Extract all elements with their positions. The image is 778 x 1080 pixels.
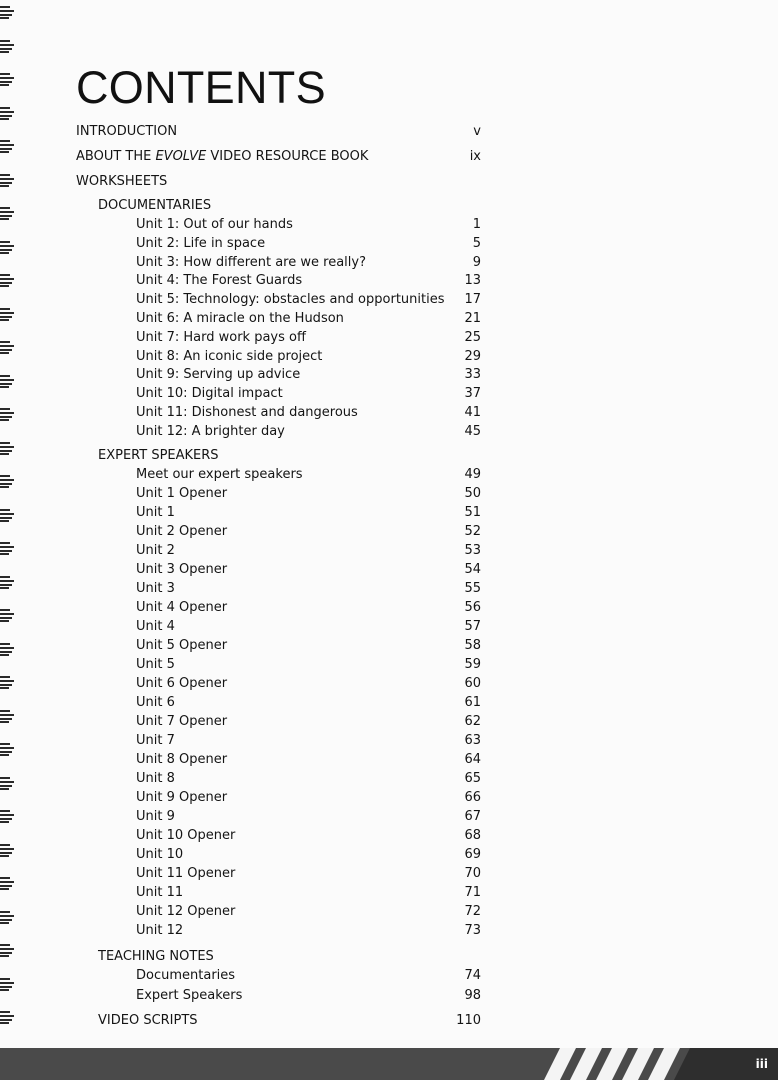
toc-entry-page: 33 bbox=[464, 367, 481, 383]
binding-coil bbox=[0, 842, 16, 858]
toc-entry-page: 17 bbox=[464, 292, 481, 308]
footer-band bbox=[0, 1048, 778, 1080]
binding-coil bbox=[0, 1009, 16, 1025]
toc-entry-page: 65 bbox=[464, 771, 481, 786]
toc-entry-page: 49 bbox=[464, 467, 481, 482]
toc-entry-label: Unit 10 Opener bbox=[136, 828, 236, 843]
toc-entry-page: ix bbox=[469, 149, 481, 164]
toc-heading-label: DOCUMENTARIES bbox=[98, 198, 212, 213]
toc-entry-page: 110 bbox=[456, 1013, 481, 1028]
toc-entry-label: Unit 6: A miracle on the Hudson bbox=[136, 311, 344, 326]
binding-coil bbox=[0, 674, 16, 690]
toc-entry-page: 62 bbox=[464, 714, 481, 729]
binding-coil bbox=[0, 708, 16, 724]
toc-entry-page: 41 bbox=[464, 405, 481, 420]
toc-entry-page: 69 bbox=[464, 847, 481, 862]
toc-entry-page: 51 bbox=[464, 505, 481, 520]
toc-entry-label: Unit 1: Out of our hands bbox=[136, 217, 293, 232]
toc-entry-label: ABOUT THE EVOLVE VIDEO RESOURCE BOOK bbox=[76, 149, 369, 164]
binding-coil bbox=[0, 38, 16, 54]
toc-entry-label: Unit 7 Opener bbox=[136, 714, 228, 729]
toc-entry-page: v bbox=[473, 124, 481, 139]
page-number: iii bbox=[755, 1057, 768, 1071]
toc-entry-page: 1 bbox=[472, 217, 481, 232]
toc-entry-label: Unit 3 Opener bbox=[136, 562, 228, 577]
toc-entry-label: Unit 5 Opener bbox=[136, 638, 228, 653]
toc-entry-label: Unit 8: An iconic side project bbox=[136, 348, 323, 364]
toc-heading-label: TEACHING NOTES bbox=[98, 949, 214, 964]
binding-coil bbox=[0, 205, 16, 221]
toc-entry-label: Unit 2 Opener bbox=[136, 524, 228, 539]
binding-coil bbox=[0, 272, 16, 288]
binding-coil bbox=[0, 373, 16, 389]
toc-entry-page: 59 bbox=[464, 657, 481, 672]
toc-entry-label: Unit 7: Hard work pays off bbox=[136, 329, 306, 345]
toc-entry-page: 9 bbox=[472, 254, 481, 270]
binding-coil bbox=[0, 239, 16, 255]
toc-entry-page: 21 bbox=[464, 311, 481, 326]
toc-entry-page: 73 bbox=[464, 923, 481, 938]
toc-entry-label: Unit 5: Technology: obstacles and opportunities bbox=[136, 292, 445, 308]
binding-coil bbox=[0, 105, 16, 121]
toc-entry-label: Expert Speakers bbox=[136, 987, 243, 1003]
binding-coil bbox=[0, 775, 16, 791]
toc-entry-page: 63 bbox=[464, 733, 481, 748]
toc-entry-label: Unit 11 bbox=[136, 885, 184, 900]
toc-entry-label: Documentaries bbox=[136, 968, 236, 983]
toc-entry-label: Meet our expert speakers bbox=[136, 467, 303, 482]
toc-entry-label: Unit 5 bbox=[136, 657, 175, 672]
toc-entry-label: Unit 10 bbox=[136, 847, 184, 862]
toc-entry-page: 66 bbox=[464, 790, 481, 805]
toc-entry-label: Unit 3 bbox=[136, 581, 175, 596]
binding-coil bbox=[0, 641, 16, 657]
toc-entry-page: 57 bbox=[464, 619, 481, 634]
binding-coil bbox=[0, 574, 16, 590]
toc-entry-page: 71 bbox=[464, 885, 481, 900]
toc-entry-page: 50 bbox=[464, 486, 481, 501]
binding-coil bbox=[0, 71, 16, 87]
toc-entry-label: Unit 12 Opener bbox=[136, 904, 236, 919]
toc-entry-page: 55 bbox=[464, 581, 481, 596]
toc-entry-label: Unit 7 bbox=[136, 733, 175, 748]
toc-entry-label: Unit 3: How different are we really? bbox=[136, 254, 366, 270]
toc-entry-label: Unit 1 Opener bbox=[136, 486, 228, 501]
toc-entry-label: Unit 12 bbox=[136, 923, 184, 938]
toc-entry-page: 58 bbox=[464, 638, 481, 653]
toc-entry-label: Unit 10: Digital impact bbox=[136, 386, 283, 402]
toc-entry-page: 45 bbox=[464, 423, 481, 439]
spiral-binding bbox=[0, 0, 18, 1048]
toc-entry-label: Unit 4 Opener bbox=[136, 600, 228, 615]
toc-entry-label: Unit 11: Dishonest and dangerous bbox=[136, 405, 358, 420]
binding-coil bbox=[0, 306, 16, 322]
toc-entry-label: Unit 8 Opener bbox=[136, 752, 228, 767]
binding-coil bbox=[0, 808, 16, 824]
toc-entry-label: Unit 11 Opener bbox=[136, 866, 236, 881]
toc-entry-page: 37 bbox=[464, 386, 481, 402]
binding-coil bbox=[0, 942, 16, 958]
binding-coil bbox=[0, 875, 16, 891]
binding-coil bbox=[0, 741, 16, 757]
toc-heading-label: EXPERT SPEAKERS bbox=[98, 448, 219, 463]
binding-coil bbox=[0, 976, 16, 992]
toc-entry-page: 13 bbox=[464, 273, 481, 289]
page-title: CONTENTS bbox=[76, 62, 326, 113]
toc-entry-page: 54 bbox=[464, 562, 481, 577]
binding-coil bbox=[0, 172, 16, 188]
toc-entry-page: 53 bbox=[464, 543, 481, 558]
footer-stripes-decoration bbox=[0, 1048, 778, 1080]
binding-coil bbox=[0, 473, 16, 489]
toc-entry-page: 67 bbox=[464, 809, 481, 824]
toc-entry-label: Unit 4: The Forest Guards bbox=[136, 273, 303, 289]
toc-entry-label: VIDEO SCRIPTS bbox=[98, 1013, 198, 1028]
toc-heading-label: WORKSHEETS bbox=[76, 174, 168, 189]
binding-coil bbox=[0, 909, 16, 925]
toc-entry-page: 70 bbox=[464, 866, 481, 881]
toc-entry-page: 25 bbox=[464, 329, 481, 345]
toc-entry-label: Unit 6 Opener bbox=[136, 676, 228, 691]
binding-coil bbox=[0, 339, 16, 355]
toc-entry-page: 64 bbox=[464, 752, 481, 767]
toc-entry-page: 29 bbox=[464, 348, 481, 364]
toc-entry-page: 5 bbox=[472, 235, 481, 251]
toc-entry-page: 56 bbox=[464, 600, 481, 615]
toc-entry-label: Unit 2 bbox=[136, 543, 175, 558]
toc-entry-label: Unit 9 Opener bbox=[136, 790, 228, 805]
toc-entry-page: 68 bbox=[464, 828, 481, 843]
toc-entry-page: 52 bbox=[464, 524, 481, 539]
binding-coil bbox=[0, 4, 16, 20]
toc-entry-label: Unit 4 bbox=[136, 619, 175, 634]
toc-entry-label: Unit 9: Serving up advice bbox=[136, 367, 301, 383]
toc-entry-label: INTRODUCTION bbox=[76, 124, 178, 139]
toc-entry-label: Unit 1 bbox=[136, 505, 175, 520]
toc-entry-page: 72 bbox=[464, 904, 481, 919]
binding-coil bbox=[0, 440, 16, 456]
binding-coil bbox=[0, 540, 16, 556]
toc-entry-label: Unit 2: Life in space bbox=[136, 235, 266, 251]
toc-entry-page: 60 bbox=[464, 676, 481, 691]
toc-entry-label: Unit 6 bbox=[136, 695, 175, 710]
toc-entry-label: Unit 8 bbox=[136, 771, 175, 786]
toc-entry-page: 74 bbox=[464, 968, 481, 983]
binding-coil bbox=[0, 507, 16, 523]
toc-entry-page: 61 bbox=[464, 695, 481, 710]
toc-entry-label: Unit 9 bbox=[136, 809, 175, 824]
binding-coil bbox=[0, 406, 16, 422]
binding-coil bbox=[0, 607, 16, 623]
binding-coil bbox=[0, 138, 16, 154]
book-title-evolve: EVOLVE bbox=[155, 149, 207, 164]
toc-entry-label: Unit 12: A brighter day bbox=[136, 423, 285, 439]
toc-entry-page: 98 bbox=[464, 987, 481, 1003]
